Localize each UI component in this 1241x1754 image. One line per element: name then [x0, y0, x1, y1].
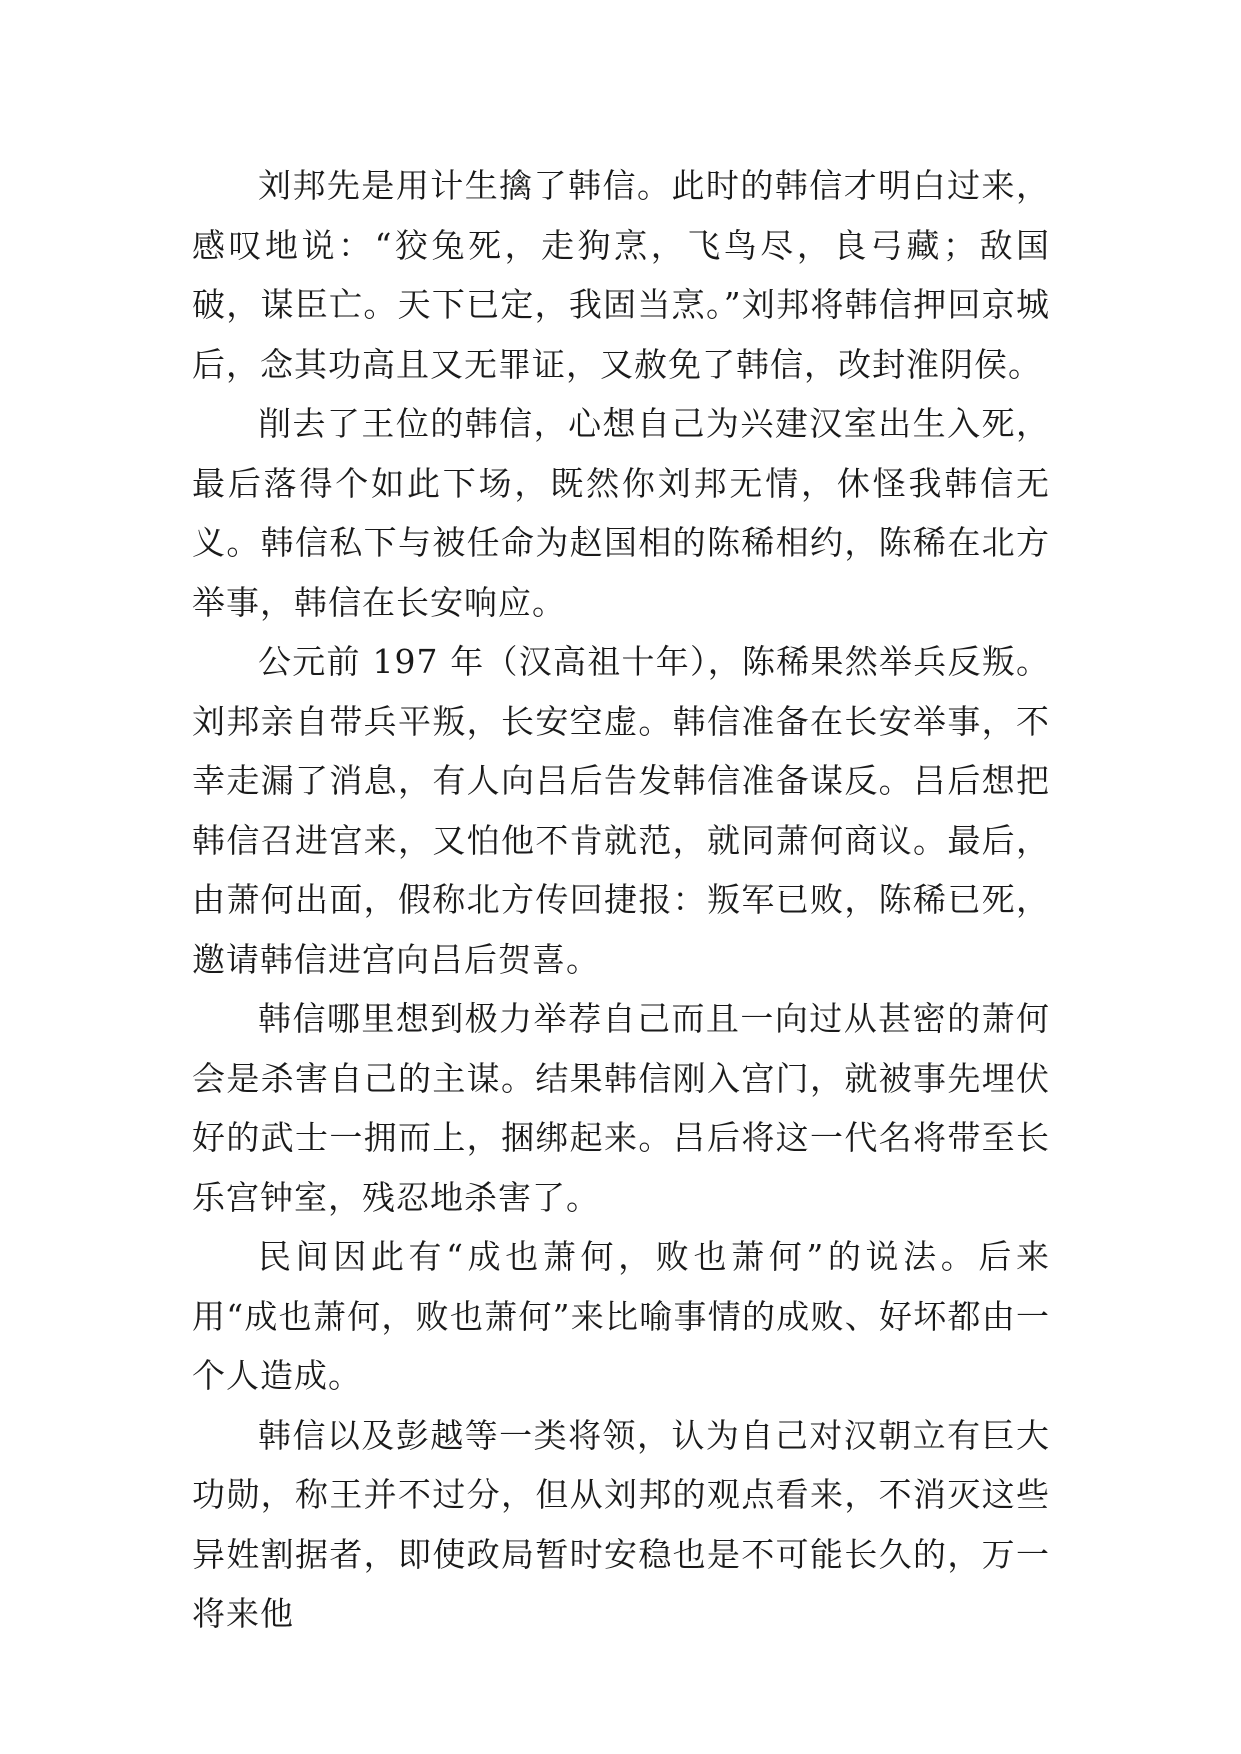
paragraph-3: 公元前 197 年（汉高祖十年），陈稀果然举兵反叛。刘邦亲自带兵平叛，长安空虚。韩信准备在长安举事，不幸走漏了消息，有人向吕后告发韩信准备谋反。吕后想把韩信召进宫来，又怕他不肯就范，就同萧何商议。最后，由萧何出面，假称北方传回捷报：叛军已败，陈稀已死，邀请韩信进宫向吕后贺喜。 [192, 642, 1050, 979]
document-body [192, 156, 1050, 1644]
paragraph-6: 韩信以及彭越等一类将领，认为自己对汉朝立有巨大功勋，称王并不过分，但从刘邦的观点看来，不消灭这些异姓割据者，即使政局暂时安稳也是不可能长久的，万一将来他 [192, 1415, 1050, 1633]
paragraph-4: 韩信哪里想到极力举荐自己而且一向过从甚密的萧何会是杀害自己的主谋。结果韩信刚入宫门，就被事先埋伏好的武士一拥而上，捆绑起来。吕后将这一代名将带至长乐宫钟室，残忍地杀害了。 [192, 999, 1050, 1217]
paragraph-5: 民间因此有“成也萧何，败也萧何”的说法。后来用“成也萧何，败也萧何”来比喻事情的成败、好坏都由一个人造成。 [192, 1237, 1050, 1395]
paragraph-2: 削去了王位的韩信，心想自己为兴建汉室出生入死，最后落得个如此下场，既然你刘邦无情，休怪我韩信无义。韩信私下与被任命为赵国相的陈稀相约，陈稀在北方举事，韩信在长安响应。 [192, 404, 1050, 622]
paragraph-1: 刘邦先是用计生擒了韩信。此时的韩信才明白过来，感叹地说：“狡兔死，走狗烹，飞鸟尽，良弓藏；敌国破，谋臣亡。天下已定，我固当烹。”刘邦将韩信押回京城后，念其功高且又无罪证，又赦免了韩信，改封淮阴侯。 [192, 166, 1050, 384]
